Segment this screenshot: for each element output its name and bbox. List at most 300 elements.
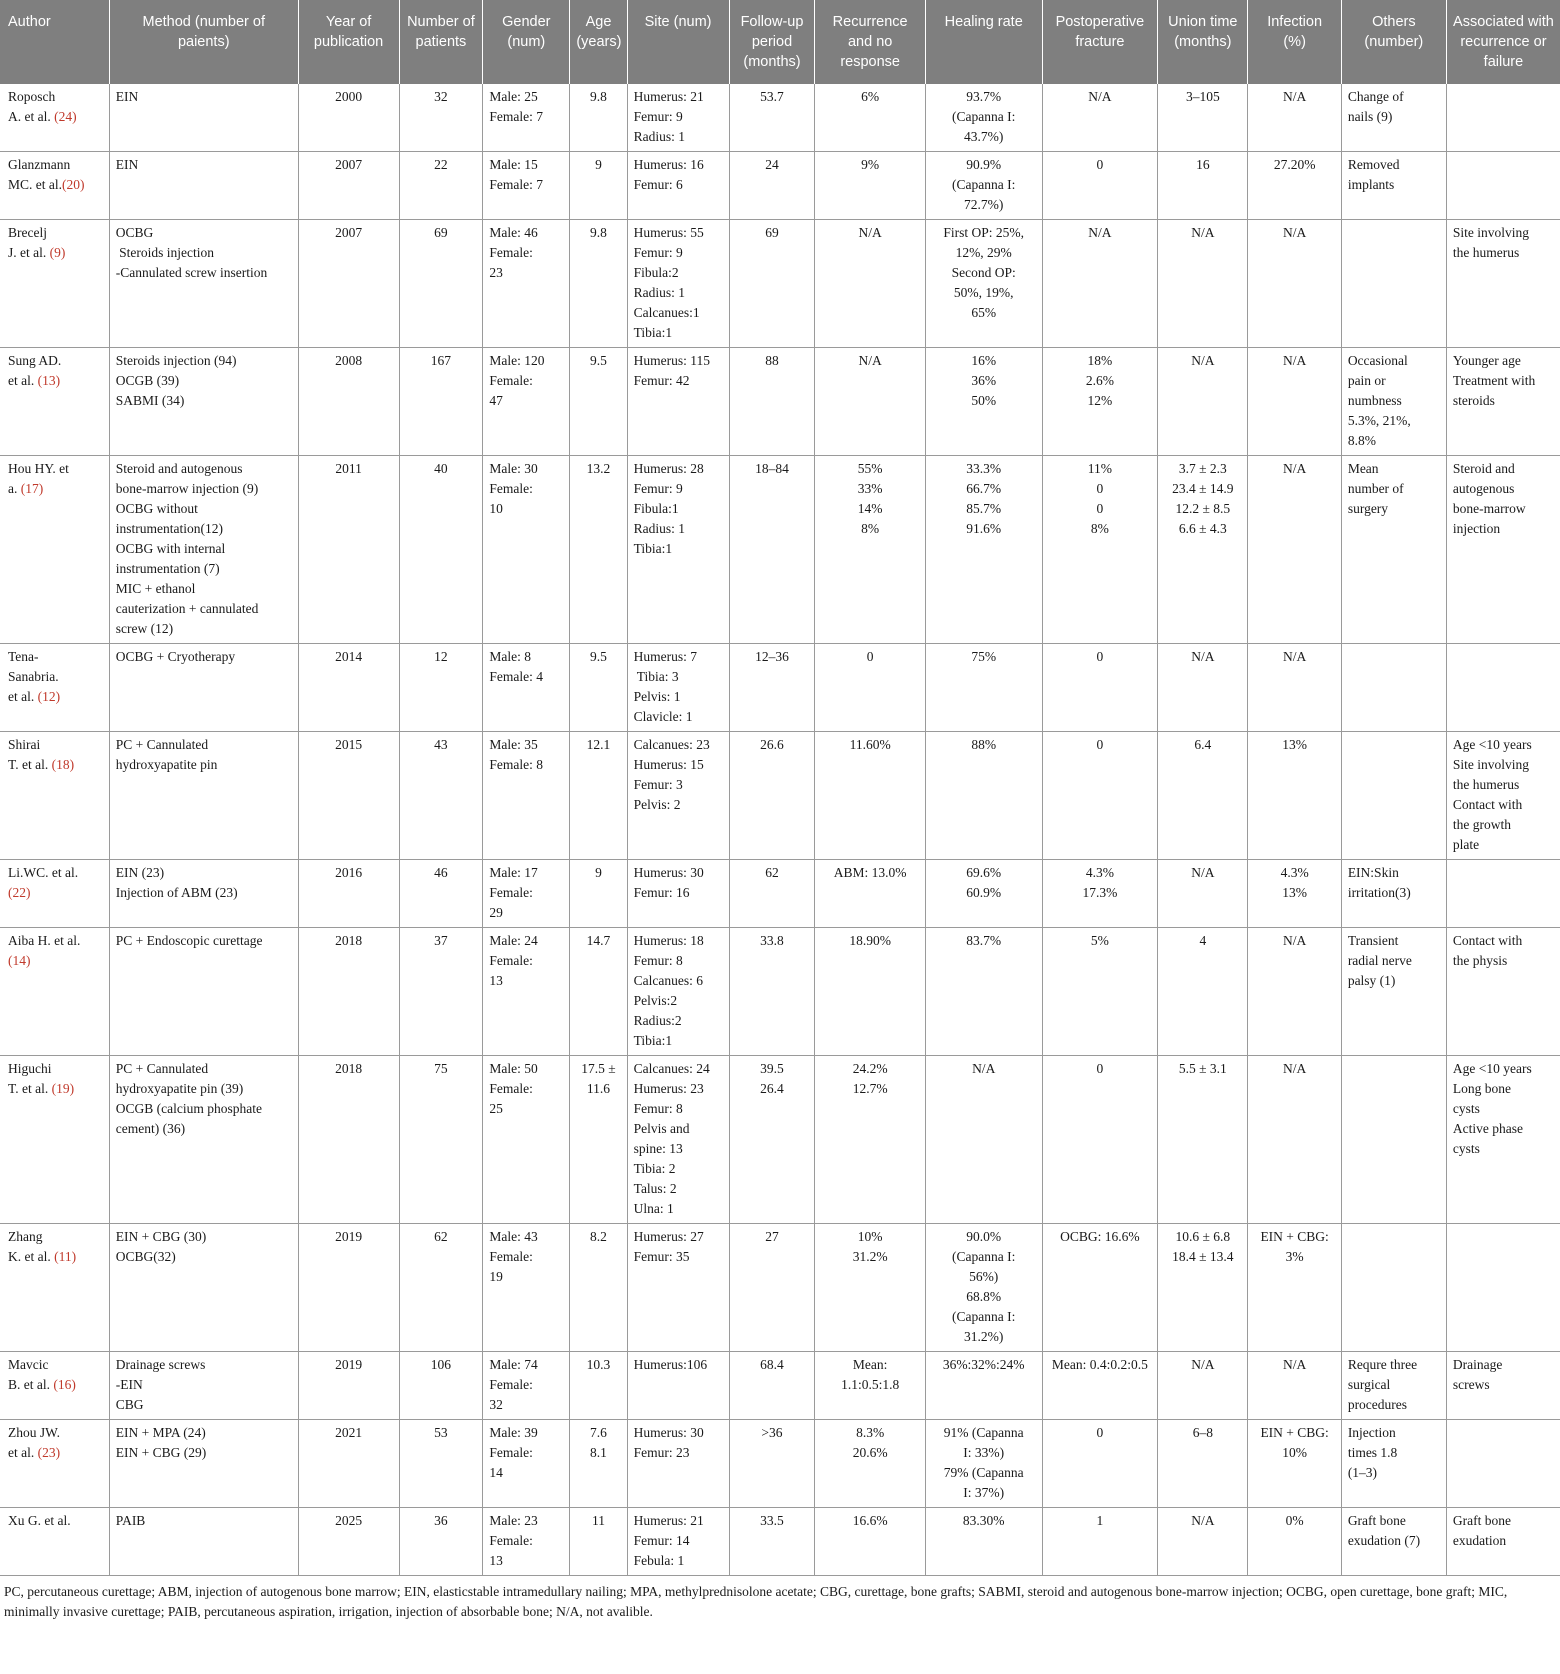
- cell-site-line: Humerus: 115: [633, 353, 711, 368]
- cell-author: [0, 220, 109, 348]
- cell-postoperative-fracture-line: 4.3%: [1085, 865, 1114, 880]
- cell-gender-line: Female:: [489, 1533, 533, 1548]
- cell-method: [109, 220, 298, 348]
- author-name: MC. et al.: [8, 177, 62, 192]
- cell-others: [1341, 152, 1446, 220]
- cell-gender-line: Female: 4: [489, 669, 543, 684]
- cell-age-line: 9: [595, 157, 602, 172]
- author-line: Hou HY. et: [8, 461, 69, 476]
- cell-union-time-line: 4: [1199, 933, 1207, 948]
- cell-recurrence: [815, 1056, 925, 1224]
- cell-gender-line: Female: 8: [489, 757, 543, 772]
- author-line: Roposch: [8, 89, 56, 104]
- cell-postoperative-fracture: [1042, 348, 1158, 456]
- table-row: [0, 84, 1560, 152]
- cell-others: [1341, 84, 1446, 152]
- cell-year: [298, 1420, 399, 1508]
- cell-union-time: [1158, 1056, 1248, 1224]
- cell-healing-rate-line: 83.7%: [966, 933, 1002, 948]
- cell-year-line: 2007: [335, 157, 363, 172]
- cell-method-line: MIC + ethanol: [115, 581, 196, 596]
- cell-site-line: Femur: 23: [633, 1445, 690, 1460]
- cell-site-line: Humerus: 15: [633, 757, 704, 772]
- cell-healing-rate-line: Second OP:: [951, 265, 1016, 280]
- cell-postoperative-fracture: [1042, 928, 1158, 1056]
- cell-associated-line: Age <10 years: [1452, 737, 1532, 752]
- cell-year: [298, 644, 399, 732]
- cell-associated-line: the humerus: [1452, 777, 1520, 792]
- cell-healing-rate-line: 69.6%: [966, 865, 1002, 880]
- cell-recurrence-line: 20.6%: [852, 1445, 888, 1460]
- cell-associated-line: Drainage: [1452, 1357, 1503, 1372]
- cell-site: [627, 928, 729, 1056]
- cell-postoperative-fracture-line: 1: [1096, 1513, 1104, 1528]
- cell-healing-rate: [925, 152, 1042, 220]
- cell-healing-rate-line: 88%: [971, 737, 997, 752]
- cell-gender: [483, 84, 570, 152]
- cell-number-of-patients: [399, 1056, 483, 1224]
- cell-associated-line: Steroid and: [1452, 461, 1515, 476]
- cell-healing-rate-line: 60.9%: [966, 885, 1002, 900]
- cell-method: [109, 1352, 298, 1420]
- table-row: [0, 644, 1560, 732]
- cell-others: [1341, 1508, 1446, 1576]
- cell-associated-line: autogenous: [1452, 481, 1515, 496]
- author-name: et al.: [8, 1445, 38, 1460]
- cell-method: [109, 644, 298, 732]
- cell-associated: [1446, 1508, 1560, 1576]
- reference-link[interactable]: (13): [37, 373, 61, 388]
- cell-gender-line: Male: 8: [489, 649, 531, 664]
- author-line: Glanzmann: [8, 157, 71, 172]
- cell-site-line: Radius: 1: [633, 129, 686, 144]
- header-healing-rate: Healing rate: [925, 0, 1042, 84]
- cell-others-line: Removed: [1347, 157, 1400, 172]
- cell-method-line: OCBG: [115, 225, 154, 240]
- cell-healing-rate-line: I: 33%): [963, 1445, 1005, 1460]
- reference-link[interactable]: (17): [20, 481, 44, 496]
- cell-others-line: nails (9): [1347, 109, 1393, 124]
- cell-method-line: Steroids injection: [115, 245, 215, 260]
- cell-number-of-patients-line: 32: [434, 89, 448, 104]
- cell-age: [570, 456, 627, 644]
- cell-method: [109, 1508, 298, 1576]
- cell-postoperative-fracture-line: 0: [1096, 481, 1104, 496]
- cell-healing-rate-line: N/A: [972, 1061, 996, 1076]
- cell-follow-up: [729, 860, 815, 928]
- cell-site: [627, 1420, 729, 1508]
- cell-age: [570, 84, 627, 152]
- header-number-of-patients: Number of patients: [399, 0, 483, 84]
- cell-healing-rate: [925, 1420, 1042, 1508]
- cell-gender-line: Male: 120: [489, 353, 545, 368]
- cell-year-line: 2016: [335, 865, 363, 880]
- cell-associated: [1446, 456, 1560, 644]
- cell-site: [627, 732, 729, 860]
- cell-infection-line: N/A: [1283, 461, 1307, 476]
- cell-associated: [1446, 84, 1560, 152]
- cell-others: [1341, 732, 1446, 860]
- table-row: [0, 860, 1560, 928]
- cell-recurrence-line: 8%: [861, 521, 880, 536]
- cell-site-line: Tibia:1: [633, 1033, 673, 1048]
- cell-number-of-patients-line: 75: [434, 1061, 448, 1076]
- cell-healing-rate-line: 56%): [969, 1269, 999, 1284]
- cell-healing-rate-line: 79% (Capanna: [943, 1465, 1024, 1480]
- cell-postoperative-fracture-line: 17.3%: [1082, 885, 1118, 900]
- cell-method-line: OCGB (39): [115, 373, 180, 388]
- author-name: T. et al.: [8, 1081, 52, 1096]
- cell-union-time-line: 3–105: [1185, 89, 1220, 104]
- cell-gender-line: Male: 39: [489, 1425, 538, 1440]
- cell-postoperative-fracture-line: 12%: [1087, 393, 1113, 408]
- cell-method-line: EIN + MPA (24): [115, 1425, 206, 1440]
- cell-number-of-patients: [399, 1224, 483, 1352]
- author-line: Xu G. et al.: [8, 1513, 71, 1528]
- cell-method-line: EIN + CBG (30): [115, 1229, 207, 1244]
- cell-follow-up: [729, 84, 815, 152]
- author-line: [8, 687, 103, 707]
- author-line: [8, 883, 103, 903]
- cell-healing-rate-line: 83.30%: [962, 1513, 1005, 1528]
- cell-healing-rate: [925, 732, 1042, 860]
- cell-union-time: [1158, 84, 1248, 152]
- cell-site-line: Humerus: 30: [633, 865, 704, 880]
- cell-age-line: 13.2: [586, 461, 611, 476]
- cell-healing-rate: [925, 348, 1042, 456]
- cell-site-line: Humerus: 27: [633, 1229, 704, 1244]
- cell-site-line: Pelvis: 1: [633, 689, 681, 704]
- cell-site: [627, 152, 729, 220]
- cell-site: [627, 84, 729, 152]
- cell-year: [298, 152, 399, 220]
- cell-follow-up-line: 27: [765, 1229, 779, 1244]
- cell-union-time: [1158, 928, 1248, 1056]
- cell-year: [298, 1352, 399, 1420]
- cell-infection: [1248, 152, 1341, 220]
- cell-recurrence-line: 10%: [857, 1229, 883, 1244]
- cell-method-line: OCBG(32): [115, 1249, 176, 1264]
- cell-associated: [1446, 1224, 1560, 1352]
- cell-healing-rate-line: 72.7%): [964, 197, 1004, 212]
- cell-method-line: PC + Cannulated: [115, 1061, 209, 1076]
- cell-recurrence-line: 9%: [861, 157, 880, 172]
- cell-author: [0, 1224, 109, 1352]
- reference-link[interactable]: (16): [53, 1377, 76, 1392]
- cell-age: [570, 348, 627, 456]
- cell-follow-up-line: 68.4: [760, 1357, 784, 1372]
- table-row: [0, 1508, 1560, 1576]
- cell-number-of-patients: [399, 220, 483, 348]
- cell-healing-rate-line: 90.9%: [966, 157, 1002, 172]
- cell-author: [0, 644, 109, 732]
- cell-union-time: [1158, 1420, 1248, 1508]
- cell-union-time-line: 18.4 ± 13.4: [1172, 1249, 1234, 1264]
- cell-recurrence-line: 6%: [861, 89, 880, 104]
- cell-number-of-patients-line: 53: [434, 1425, 448, 1440]
- cell-infection-line: N/A: [1283, 933, 1307, 948]
- cell-others: [1341, 1420, 1446, 1508]
- cell-gender-line: 23: [489, 265, 503, 280]
- cell-year-line: 2019: [335, 1357, 363, 1372]
- cell-age: [570, 1420, 627, 1508]
- reference-link[interactable]: (19): [51, 1081, 75, 1096]
- cell-recurrence: [815, 1352, 925, 1420]
- reference-link[interactable]: (14): [8, 953, 31, 968]
- cell-postoperative-fracture: [1042, 1352, 1158, 1420]
- cell-author: [0, 1508, 109, 1576]
- cell-postoperative-fracture-line: 0: [1096, 157, 1104, 172]
- cell-gender-line: 47: [489, 393, 503, 408]
- cell-associated: [1446, 928, 1560, 1056]
- cell-method: [109, 732, 298, 860]
- cell-number-of-patients-line: 12: [434, 649, 448, 664]
- cell-follow-up-line: 24: [765, 157, 779, 172]
- cell-union-time-line: 6–8: [1192, 1425, 1213, 1440]
- cell-union-time-line: 5.5 ± 3.1: [1178, 1061, 1227, 1076]
- author-line: Aiba H. et al.: [8, 933, 81, 948]
- cell-union-time-line: N/A: [1191, 1513, 1215, 1528]
- cell-associated-line: steroids: [1452, 393, 1495, 408]
- cell-others-line: EIN:Skin: [1347, 865, 1399, 880]
- cell-healing-rate-line: First OP: 25%,: [943, 225, 1025, 240]
- cell-year-line: 2015: [335, 737, 363, 752]
- cell-gender: [483, 928, 570, 1056]
- reference-link[interactable]: (11): [54, 1249, 77, 1264]
- author-name: T. et al.: [8, 757, 52, 772]
- cell-age: [570, 860, 627, 928]
- cell-infection-line: N/A: [1283, 649, 1307, 664]
- cell-recurrence-line: 0: [866, 649, 874, 664]
- author-line: [8, 951, 103, 971]
- cell-site-line: Humerus: 30: [633, 1425, 704, 1440]
- cell-number-of-patients-line: 69: [434, 225, 448, 240]
- cell-union-time: [1158, 456, 1248, 644]
- cell-associated-line: injection: [1452, 521, 1501, 536]
- header-union-time: Union time (months): [1158, 0, 1248, 84]
- reference-link[interactable]: (20): [62, 177, 85, 192]
- author-line: [8, 1079, 103, 1099]
- cell-age: [570, 1056, 627, 1224]
- author-line: [8, 107, 103, 127]
- cell-associated-line: exudation: [1452, 1533, 1507, 1548]
- reference-link[interactable]: (23): [37, 1445, 61, 1460]
- cell-method-line: Steroids injection (94): [115, 353, 237, 368]
- cell-gender-line: 25: [489, 1101, 503, 1116]
- cell-method-line: Drainage screws: [115, 1357, 206, 1372]
- cell-year-line: 2019: [335, 1229, 363, 1244]
- cell-year-line: 2007: [335, 225, 363, 240]
- cell-site-line: Femur: 8: [633, 953, 683, 968]
- cell-others: [1341, 644, 1446, 732]
- author-line: Zhang: [8, 1229, 43, 1244]
- cell-healing-rate-line: 33.3%: [966, 461, 1002, 476]
- cell-union-time-line: 6.4: [1194, 737, 1212, 752]
- cell-follow-up: [729, 456, 815, 644]
- cell-age-line: 9: [595, 865, 602, 880]
- author-name: a.: [8, 481, 21, 496]
- cell-others-line: Requre three: [1347, 1357, 1418, 1372]
- cell-author: [0, 456, 109, 644]
- cell-site-line: Humerus: 23: [633, 1081, 704, 1096]
- cell-recurrence-line: 12.7%: [852, 1081, 888, 1096]
- cell-gender-line: Male: 35: [489, 737, 538, 752]
- cell-associated-line: the growth: [1452, 817, 1511, 832]
- cell-number-of-patients: [399, 152, 483, 220]
- cell-author: [0, 152, 109, 220]
- cell-gender-line: Female:: [489, 885, 533, 900]
- cell-others-line: irritation(3): [1347, 885, 1411, 900]
- cell-method: [109, 1056, 298, 1224]
- author-line: Sung AD.: [8, 353, 62, 368]
- cell-age: [570, 1352, 627, 1420]
- reference-link[interactable]: (9): [49, 245, 66, 260]
- cell-associated-line: Contact with: [1452, 797, 1523, 812]
- cell-gender-line: Male: 43: [489, 1229, 538, 1244]
- cell-healing-rate-line: 93.7%: [966, 89, 1002, 104]
- cell-method-line: OCBG + Cryotherapy: [115, 649, 236, 664]
- cell-postoperative-fracture-line: 8%: [1090, 521, 1109, 536]
- cell-others-line: pain or: [1347, 373, 1386, 388]
- cell-associated-line: Treatment with: [1452, 373, 1536, 388]
- cell-year-line: 2000: [335, 89, 363, 104]
- cell-gender-line: Male: 74: [489, 1357, 538, 1372]
- cell-gender-line: 14: [489, 1465, 503, 1480]
- reference-link[interactable]: (24): [54, 109, 77, 124]
- cell-age-line: 9.8: [590, 225, 607, 240]
- cell-healing-rate: [925, 1352, 1042, 1420]
- cell-year: [298, 860, 399, 928]
- table-row: [0, 1224, 1560, 1352]
- cell-method: [109, 928, 298, 1056]
- cell-number-of-patients: [399, 1352, 483, 1420]
- cell-union-time-line: 16: [1196, 157, 1210, 172]
- author-line: Higuchi: [8, 1061, 52, 1076]
- cell-postoperative-fracture: [1042, 1056, 1158, 1224]
- cell-method-line: hydroxyapatite pin: [115, 757, 218, 772]
- cell-year: [298, 1056, 399, 1224]
- cell-others-line: surgery: [1347, 501, 1389, 516]
- cell-healing-rate-line: 75%: [971, 649, 997, 664]
- cell-postoperative-fracture-line: 0: [1096, 1061, 1104, 1076]
- cell-gender: [483, 1508, 570, 1576]
- cell-postoperative-fracture: [1042, 220, 1158, 348]
- cell-union-time: [1158, 732, 1248, 860]
- cell-recurrence: [815, 84, 925, 152]
- cell-follow-up-line: 33.5: [760, 1513, 784, 1528]
- cell-number-of-patients: [399, 456, 483, 644]
- cell-postoperative-fracture: [1042, 1420, 1158, 1508]
- table-footnote: PC, percutaneous curettage; ABM, injection of autogenous bone marrow; EIN, elasticstable intramedullary nailing; MPA, methylprednisolone acetate; CBG, curettage, bone grafts; SABMI, steroid and autogenous bone-marrow injection; OCBG, open curettage, bone graft; MIC, minimally invasive curettage; PAIB, percutaneous aspiration, irrigation, injection of absorbable bone; N/A, not avalible.: [4, 1584, 1508, 1619]
- cell-method-line: SABMI (34): [115, 393, 185, 408]
- cell-site: [627, 1508, 729, 1576]
- cell-postoperative-fracture-line: 18%: [1087, 353, 1113, 368]
- cell-follow-up-line: 62: [765, 865, 779, 880]
- cell-method-line: cauterization + cannulated: [115, 601, 259, 616]
- cell-associated: [1446, 152, 1560, 220]
- cell-recurrence-line: 24.2%: [852, 1061, 888, 1076]
- header-year: Year of publication: [298, 0, 399, 84]
- cell-year-line: 2014: [335, 649, 363, 664]
- cell-follow-up-line: >36: [761, 1425, 783, 1440]
- cell-year-line: 2025: [335, 1513, 363, 1528]
- header-infection: Infection (%): [1248, 0, 1341, 84]
- header-site: Site (num): [627, 0, 729, 84]
- cell-author: [0, 860, 109, 928]
- cell-author: [0, 732, 109, 860]
- header-gender: Gender (num): [483, 0, 570, 84]
- cell-number-of-patients: [399, 1420, 483, 1508]
- cell-year: [298, 84, 399, 152]
- cell-others-line: Mean: [1347, 461, 1379, 476]
- cell-number-of-patients-line: 37: [434, 933, 448, 948]
- cell-others-line: exudation (7): [1347, 1533, 1421, 1548]
- cell-postoperative-fracture-line: 0: [1096, 501, 1104, 516]
- author-line: Tena-: [8, 649, 39, 664]
- cell-gender: [483, 732, 570, 860]
- cell-author: [0, 348, 109, 456]
- cell-method-line: PC + Endoscopic curettage: [115, 933, 263, 948]
- cell-author: [0, 928, 109, 1056]
- cell-postoperative-fracture-line: 0: [1096, 737, 1104, 752]
- cell-method: [109, 860, 298, 928]
- author-name: A. et al.: [8, 109, 55, 124]
- cell-postoperative-fracture: [1042, 84, 1158, 152]
- cell-method-line: screw (12): [115, 621, 174, 636]
- cell-age-line: 10.3: [586, 1357, 611, 1372]
- cell-infection-line: 0%: [1285, 1513, 1304, 1528]
- cell-infection-line: N/A: [1283, 225, 1307, 240]
- cell-union-time-line: N/A: [1191, 225, 1215, 240]
- cell-recurrence-line: 55%: [857, 461, 883, 476]
- cell-infection-line: 3%: [1285, 1249, 1304, 1264]
- author-name: et al.: [8, 689, 38, 704]
- cell-postoperative-fracture-line: 0: [1096, 649, 1104, 664]
- cell-number-of-patients-line: 36: [434, 1513, 448, 1528]
- cell-year-line: 2011: [335, 461, 362, 476]
- cell-union-time-line: 10.6 ± 6.8: [1175, 1229, 1231, 1244]
- cell-healing-rate-line: 66.7%: [966, 481, 1002, 496]
- cell-gender-line: Female:: [489, 953, 533, 968]
- reference-link[interactable]: (22): [8, 885, 31, 900]
- cell-others-line: implants: [1347, 177, 1395, 192]
- cell-number-of-patients-line: 167: [430, 353, 452, 368]
- cell-site-line: Humerus: 21: [633, 1513, 704, 1528]
- reference-link[interactable]: (12): [37, 689, 61, 704]
- cell-infection-line: N/A: [1283, 1357, 1307, 1372]
- cell-age: [570, 644, 627, 732]
- reference-link[interactable]: (18): [51, 757, 75, 772]
- cell-associated-line: Graft bone: [1452, 1513, 1511, 1528]
- cell-union-time: [1158, 220, 1248, 348]
- table-row: [0, 220, 1560, 348]
- cell-number-of-patients-line: 46: [434, 865, 448, 880]
- cell-method-line: -Cannulated screw insertion: [115, 265, 268, 280]
- cell-others-line: radial nerve: [1347, 953, 1412, 968]
- cell-union-time-line: N/A: [1191, 649, 1215, 664]
- cell-postoperative-fracture-line: 5%: [1090, 933, 1109, 948]
- cell-infection-line: 13%: [1282, 885, 1307, 900]
- cell-associated: [1446, 348, 1560, 456]
- cell-associated: [1446, 1420, 1560, 1508]
- cell-age-line: 7.6: [590, 1425, 607, 1440]
- cell-method-line: instrumentation(12): [115, 521, 224, 536]
- cell-follow-up: [729, 152, 815, 220]
- table-row: [0, 152, 1560, 220]
- header-recurrence: Recurrence and no response: [815, 0, 925, 84]
- cell-site-line: Tibia: 3: [633, 669, 679, 684]
- cell-recurrence-line: 33%: [857, 481, 883, 496]
